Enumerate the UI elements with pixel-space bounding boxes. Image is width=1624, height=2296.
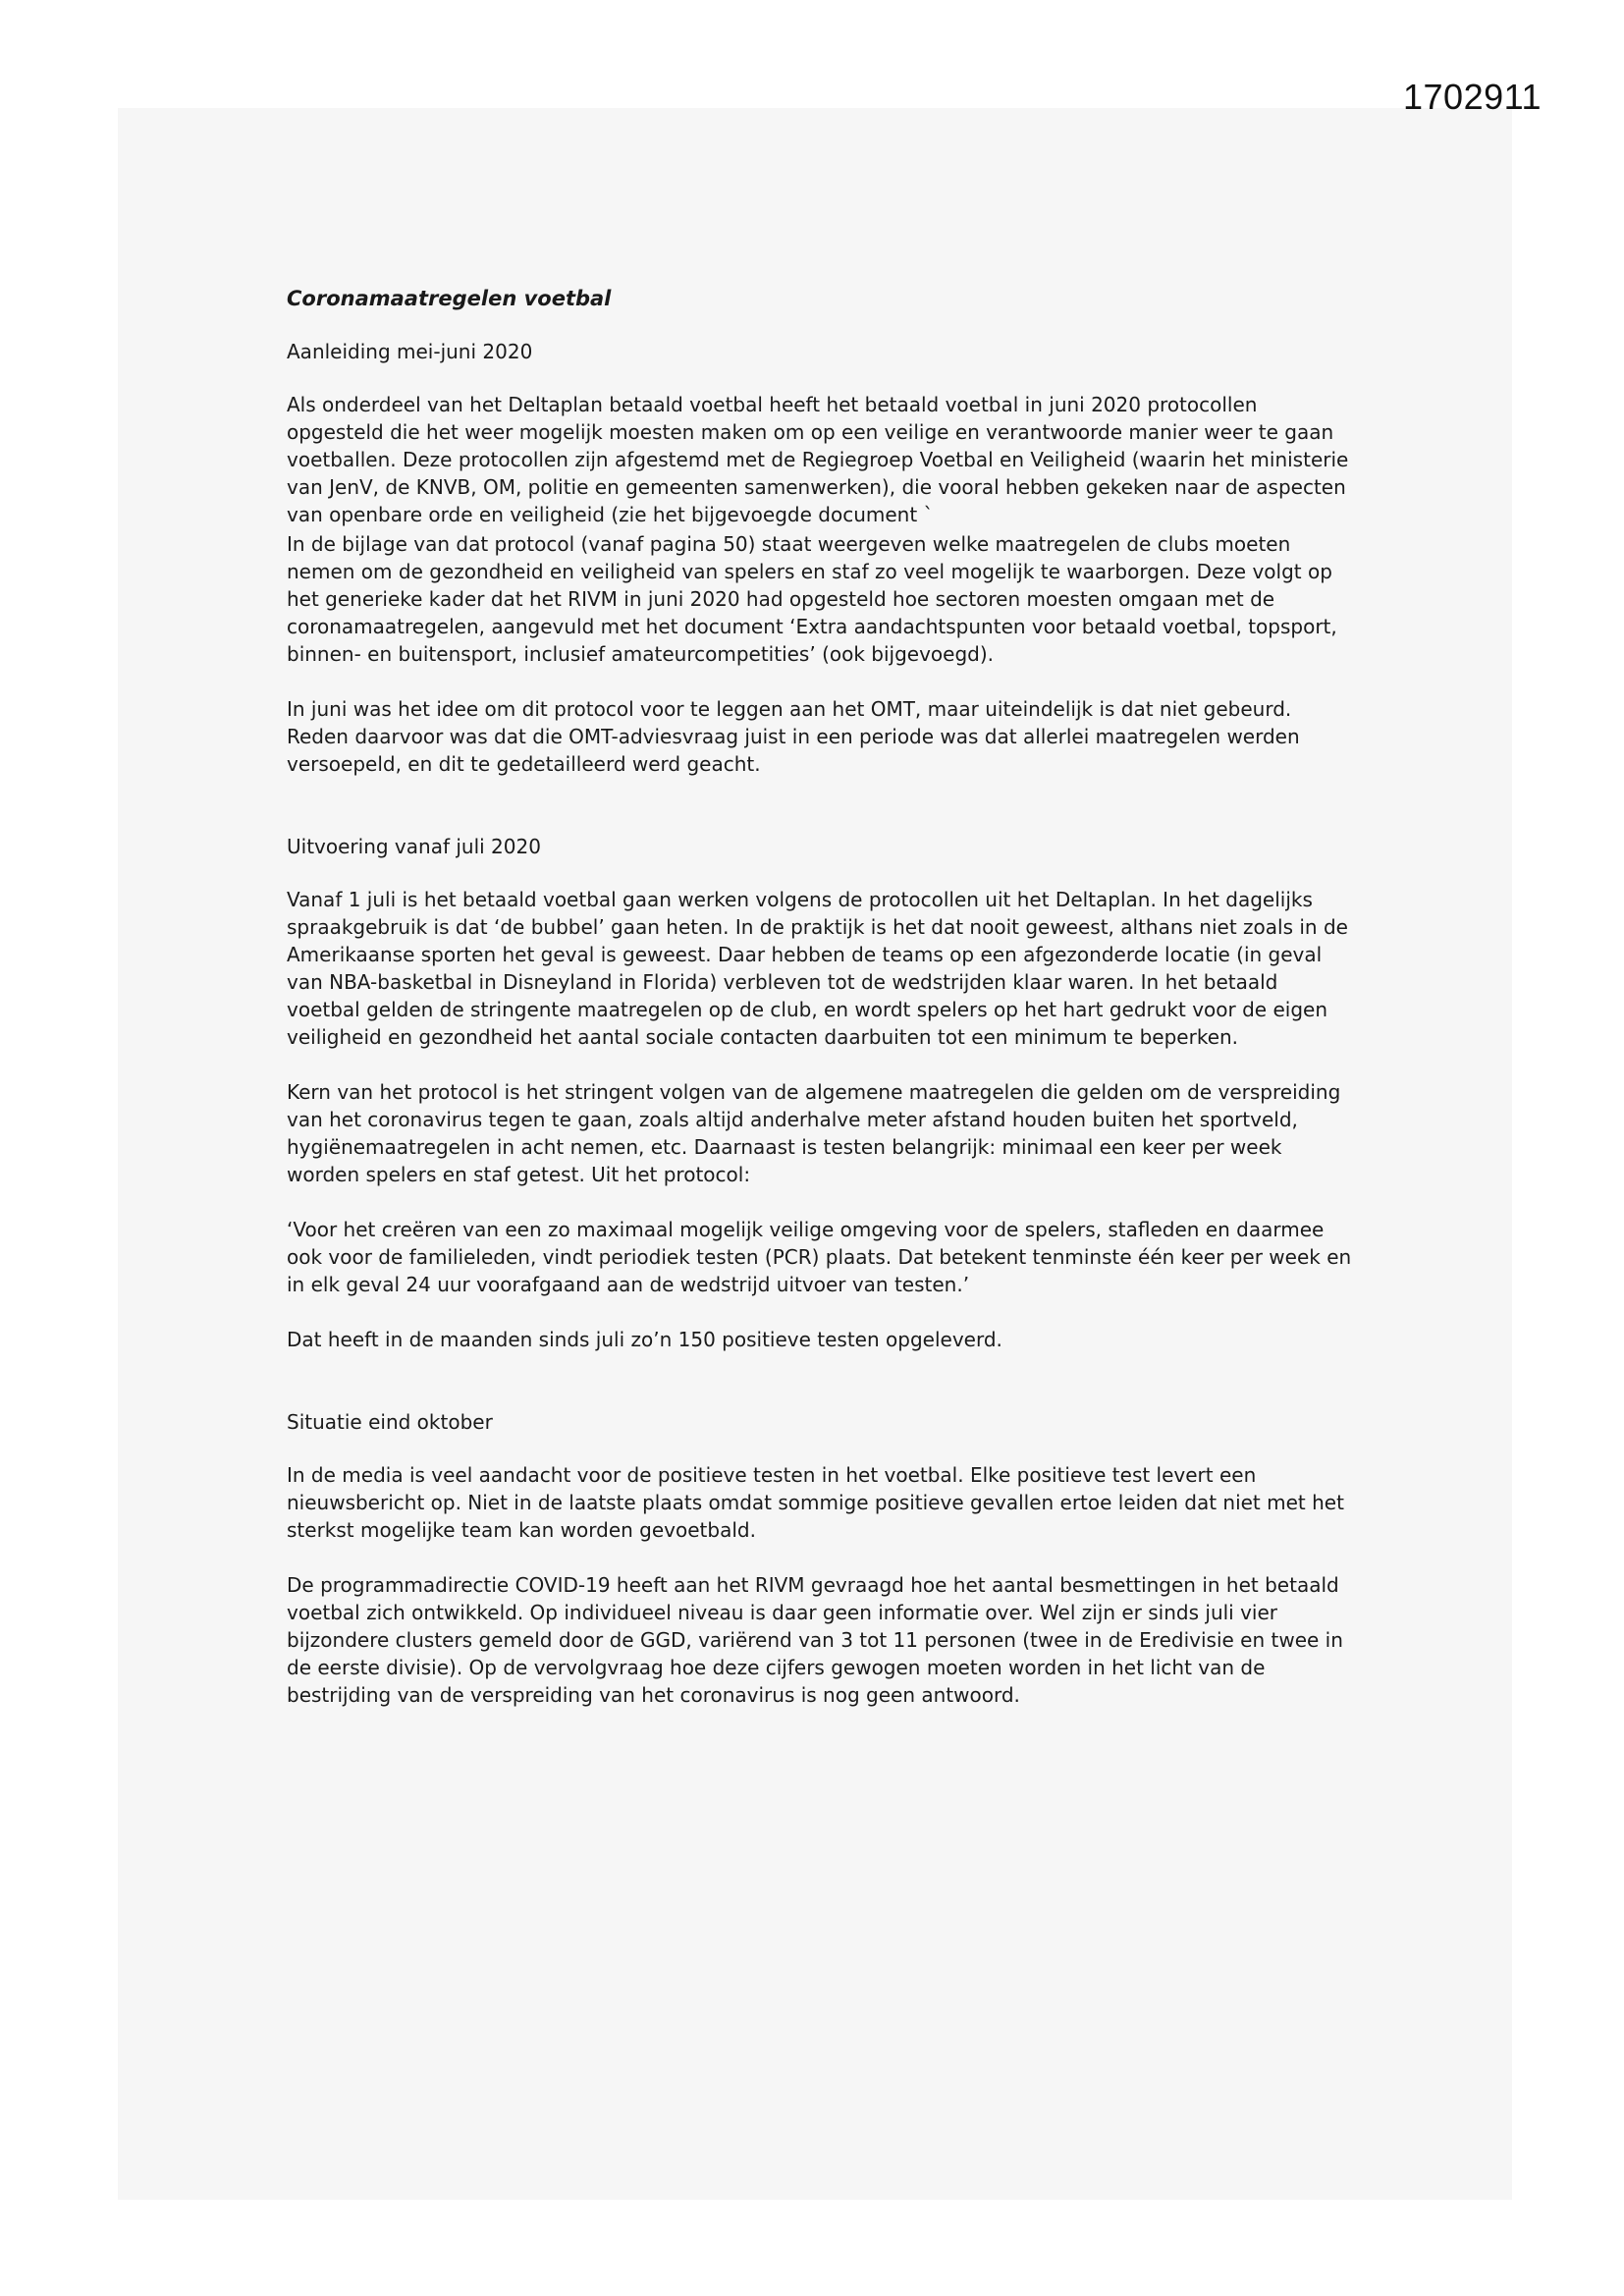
section-heading: Uitvoering vanaf juli 2020 [287, 835, 541, 858]
paragraph: In de media is veel aandacht voor de positieve testen in het voetbal. Elke positieve test levert een nieuwsbericht op. Niet in de laatste plaats omdat sommige positieve gevallen ertoe leiden dat niet met het sterkst mogelijke team kan worden gevoetbald. [287, 1463, 1344, 1542]
paragraph: Kern van het protocol is het stringent volgen van de algemene maatregelen die gelden om de verspreiding van het coronavirus tegen te gaan, zoals altijd anderhalve meter afstand houden buiten het sportveld, hygiënemaatregelen in acht nemen, etc. Daarnaast is testen belangrijk: minimaal een keer per week worden spelers en staf getest. Uit het protocol: [287, 1080, 1341, 1186]
paragraph: Als onderdeel van het Deltaplan betaald voetbal heeft het betaald voetbal in juni 2020 protocollen opgesteld die het weer mogelijk moesten maken om op een veilige en verantwoorde manier weer te gaan voetballen. Deze protocollen zijn afgestemd met de Regiegroep Voetbal en Veiligheid (waarin het ministerie van JenV, de KNVB, OM, politie en gemeenten samenwerken), die vooral hebben gekeken naar de aspecten van openbare orde en veiligheid (zie het bijgevoegde document ` [287, 393, 1349, 526]
document-title: Coronamaatregelen voetbal [287, 287, 612, 310]
section-spacer [287, 1381, 1357, 1408]
paragraph: De programmadirectie COVID-19 heeft aan het RIVM gevraagd hoe het aantal besmettingen in het betaald voetbal zich ontwikkeld. Op individueel niveau is daar geen informatie over. Wel zijn er sinds juli vier bijzondere clusters gemeld door de GGD, variërend van 3 tot 11 personen (twee in de Eredivisie en twee in de eerste divisie). Op de vervolgvraag hoe deze cijfers gewogen moeten worden in het licht van de bestrijding van de verspreiding van het coronavirus is nog geen antwoord. [287, 1573, 1343, 1707]
paragraph: Vanaf 1 juli is het betaald voetbal gaan werken volgens de protocollen uit het Deltaplan. In het dagelijks spraakgebruik is dat ‘de bubbel’ gaan heten. In de praktijk is het dat nooit geweest, althans niet zoals in de Amerikaanse sporten het geval is geweest. Daar hebben de teams op een afgezonderde locatie (in geval van NBA-basketbal in Disneyland in Florida) verbleven tot de wedstrijden klaar waren. In het betaald voetbal gelden de stringente maatregelen op de club, en wordt spelers op het hart gedrukt voor de eigen veiligheid en gezondheid het aantal sociale contacten daarbuiten tot een minimum te beperken. [287, 888, 1348, 1049]
section-heading: Situatie eind oktober [287, 1410, 493, 1434]
document-id: 1702911 [1403, 77, 1542, 117]
paragraph: Dat heeft in de maanden sinds juli zo’n 150 positieve testen opgeleverd. [287, 1328, 1002, 1351]
section-uitvoering [287, 833, 1357, 1353]
paragraph: In juni was het idee om dit protocol voor te leggen aan het OMT, maar uiteindelijk is dat niet gebeurd. Reden daarvoor was dat die OMT-adviesvraag juist in een periode was dat allerlei maatregelen werden versoepeld, en dit te gedetailleerd werd geacht. [287, 697, 1300, 776]
quote-paragraph: ‘Voor het creëren van een zo maximaal mogelijk veilige omgeving voor de spelers, stafleden en daarmee ook voor de familieleden, vindt periodiek testen (PCR) plaats. Dat betekent tenminste één keer per week en in elk geval 24 uur voorafgaand aan de wedstrijd uitvoer van testen.’ [287, 1218, 1352, 1296]
paragraph: In de bijlage van dat protocol (vanaf pagina 50) staat weergeven welke maatregelen de clubs moeten nemen om de gezondheid en veiligheid van spelers en staf zo veel mogelijk te waarborgen. Deze volgt op het generieke kader dat het RIVM in juni 2020 had opgesteld hoe sectoren moesten omgaan met de coronamaatregelen, aangevuld met het document ‘Extra aandachtspunten voor betaald voetbal, topsport, binnen- en buitensport, inclusief amateurcompetities’ (ook bijgevoegd). [287, 532, 1337, 666]
section-spacer [287, 805, 1357, 833]
document-body [287, 285, 1357, 1736]
section-heading: Aanleiding mei-juni 2020 [287, 340, 533, 363]
section-situatie [287, 1408, 1357, 1709]
section-aanleiding [287, 338, 1357, 778]
